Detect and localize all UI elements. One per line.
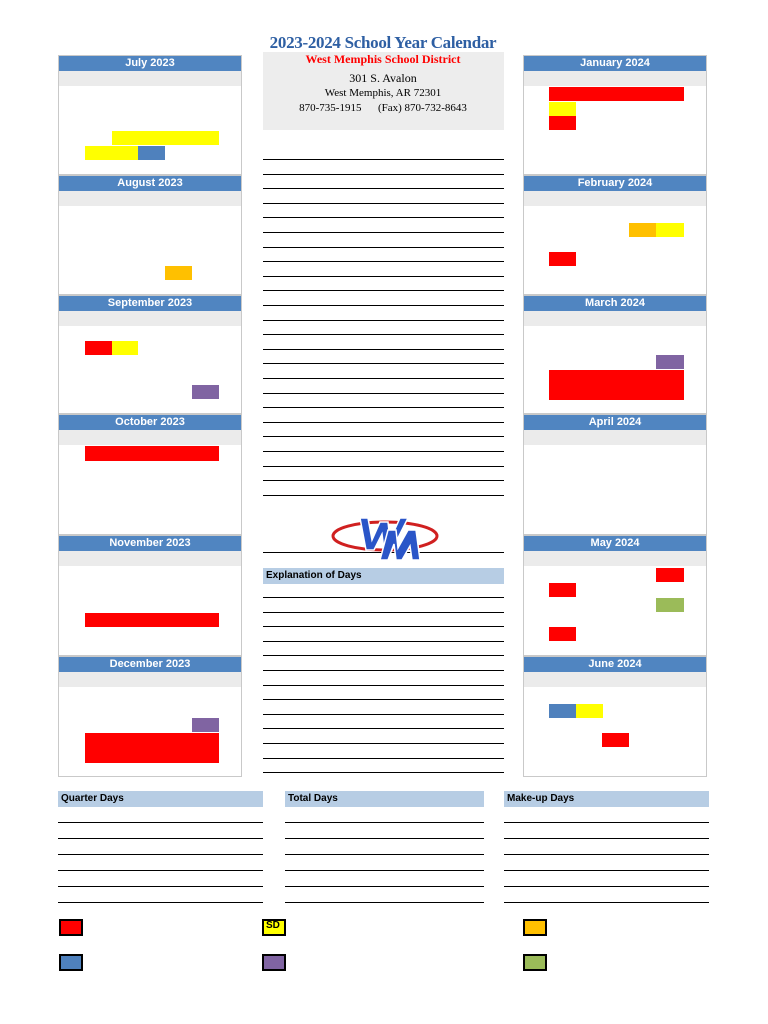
rule-line [263, 349, 504, 350]
rule-line [263, 305, 504, 306]
weekday-row [524, 551, 706, 566]
legend-blue-swatch [59, 954, 83, 971]
makeup-days-header: Make-up Days [504, 791, 709, 807]
rule-line [285, 838, 484, 839]
month-title: November 2023 [59, 536, 241, 551]
month-january-2024 [523, 55, 707, 175]
day-cell-red [549, 370, 684, 400]
month-april-2024 [523, 414, 707, 535]
rule-line [263, 714, 504, 715]
rule-line [263, 188, 504, 189]
rule-line [263, 480, 504, 481]
month-title: September 2023 [59, 296, 241, 311]
rule-line [263, 290, 504, 291]
day-cell-orange [629, 223, 656, 237]
rule-line [504, 886, 709, 887]
month-title: August 2023 [59, 176, 241, 191]
rule-line [285, 886, 484, 887]
month-october-2023 [58, 414, 242, 535]
weekday-row [59, 551, 241, 566]
month-title: January 2024 [524, 56, 706, 71]
rule-line [58, 854, 263, 855]
rule-line [263, 597, 504, 598]
weekday-row [59, 672, 241, 687]
month-title: March 2024 [524, 296, 706, 311]
weekday-row [524, 191, 706, 206]
district-name: West Memphis School District [305, 52, 461, 66]
rule-line [263, 174, 504, 175]
quarter-days-header: Quarter Days [58, 791, 263, 807]
weekday-row [59, 191, 241, 206]
month-title: June 2024 [524, 657, 706, 672]
rule-line [58, 838, 263, 839]
rule-line [263, 466, 504, 467]
day-cell-yellow [112, 341, 138, 355]
rule-line [263, 451, 504, 452]
rule-line [263, 655, 504, 656]
day-cell-yellow [112, 131, 219, 145]
rule-line [263, 363, 504, 364]
day-cell-blue [138, 146, 165, 160]
rule-line [263, 276, 504, 277]
rule-line [263, 334, 504, 335]
rule-line [263, 626, 504, 627]
day-cell-yellow [656, 223, 684, 237]
day-cell-red [85, 733, 219, 763]
month-september-2023 [58, 295, 242, 414]
legend-orange-swatch [523, 919, 547, 936]
month-june-2024 [523, 656, 707, 777]
legend-purple-swatch [262, 954, 286, 971]
day-cell-red [602, 733, 629, 747]
rule-line [263, 320, 504, 321]
district-phone: 870-735-1915 (Fax) 870-732-8643 [299, 102, 467, 114]
day-cell-yellow [85, 146, 138, 160]
month-title: February 2024 [524, 176, 706, 191]
day-cell-purple [192, 718, 219, 732]
legend-yellow-swatch [262, 919, 286, 936]
rule-line [58, 886, 263, 887]
rule-line [263, 393, 504, 394]
rule-line [504, 822, 709, 823]
rule-line [263, 728, 504, 729]
rule-line [263, 217, 504, 218]
total-days-header: Total Days [285, 791, 484, 807]
rule-line [263, 772, 504, 773]
day-cell-red [85, 446, 219, 461]
day-cell-blue [549, 704, 576, 718]
rule-line [285, 902, 484, 903]
month-march-2024 [523, 295, 707, 414]
rule-line [58, 870, 263, 871]
rule-line [58, 902, 263, 903]
month-december-2023 [58, 656, 242, 777]
weekday-row [59, 430, 241, 445]
month-november-2023 [58, 535, 242, 656]
day-cell-orange [165, 266, 192, 280]
rule-line [263, 232, 504, 233]
rule-line [285, 854, 484, 855]
district-city: West Memphis, AR 72301 [324, 87, 442, 99]
month-may-2024 [523, 535, 707, 656]
month-title: December 2023 [59, 657, 241, 672]
weekday-row [524, 430, 706, 445]
day-cell-red [549, 583, 576, 597]
month-title: April 2024 [524, 415, 706, 430]
weekday-row [59, 311, 241, 326]
legend-red-swatch [59, 919, 83, 936]
rule-line [58, 822, 263, 823]
day-cell-red [549, 627, 576, 641]
day-cell-purple [192, 385, 219, 399]
rule-line [263, 758, 504, 759]
day-cell-purple [656, 355, 684, 369]
day-cell-red [549, 116, 576, 130]
rule-line [263, 407, 504, 408]
weekday-row [524, 71, 706, 86]
rule-line [263, 261, 504, 262]
calendar-title: 2023-2024 School Year Calendar [269, 33, 497, 52]
month-title: May 2024 [524, 536, 706, 551]
rule-line [263, 378, 504, 379]
rule-line [263, 247, 504, 248]
day-cell-green [656, 598, 684, 612]
rule-line [263, 641, 504, 642]
rule-line [263, 159, 504, 160]
rule-line [263, 670, 504, 671]
month-title: October 2023 [59, 415, 241, 430]
rule-line [263, 743, 504, 744]
month-august-2023 [58, 175, 242, 295]
rule-line [504, 902, 709, 903]
day-cell-red [656, 568, 684, 582]
rule-line [263, 422, 504, 423]
weekday-row [524, 672, 706, 687]
weekday-row [59, 71, 241, 86]
month-february-2024 [523, 175, 707, 295]
rule-line [504, 870, 709, 871]
rule-line [263, 699, 504, 700]
rule-line [263, 436, 504, 437]
wm-logo [330, 510, 440, 566]
explanation-header: Explanation of Days [263, 568, 504, 584]
rule-line [263, 685, 504, 686]
rule-line [263, 203, 504, 204]
day-cell-yellow [549, 102, 576, 116]
legend-green-swatch [523, 954, 547, 971]
legend-sd-label: SD [266, 920, 280, 931]
rule-line [285, 870, 484, 871]
rule-line [263, 495, 504, 496]
day-cell-red [85, 341, 112, 355]
district-address: 301 S. Avalon [349, 71, 417, 85]
rule-line [263, 612, 504, 613]
day-cell-red [549, 252, 576, 266]
month-title: July 2023 [59, 56, 241, 71]
day-cell-yellow [576, 704, 603, 718]
rule-line [504, 838, 709, 839]
month-july-2023 [58, 55, 242, 175]
weekday-row [524, 311, 706, 326]
rule-line [504, 854, 709, 855]
rule-line [285, 822, 484, 823]
day-cell-red [85, 613, 219, 627]
day-cell-red [549, 87, 684, 101]
